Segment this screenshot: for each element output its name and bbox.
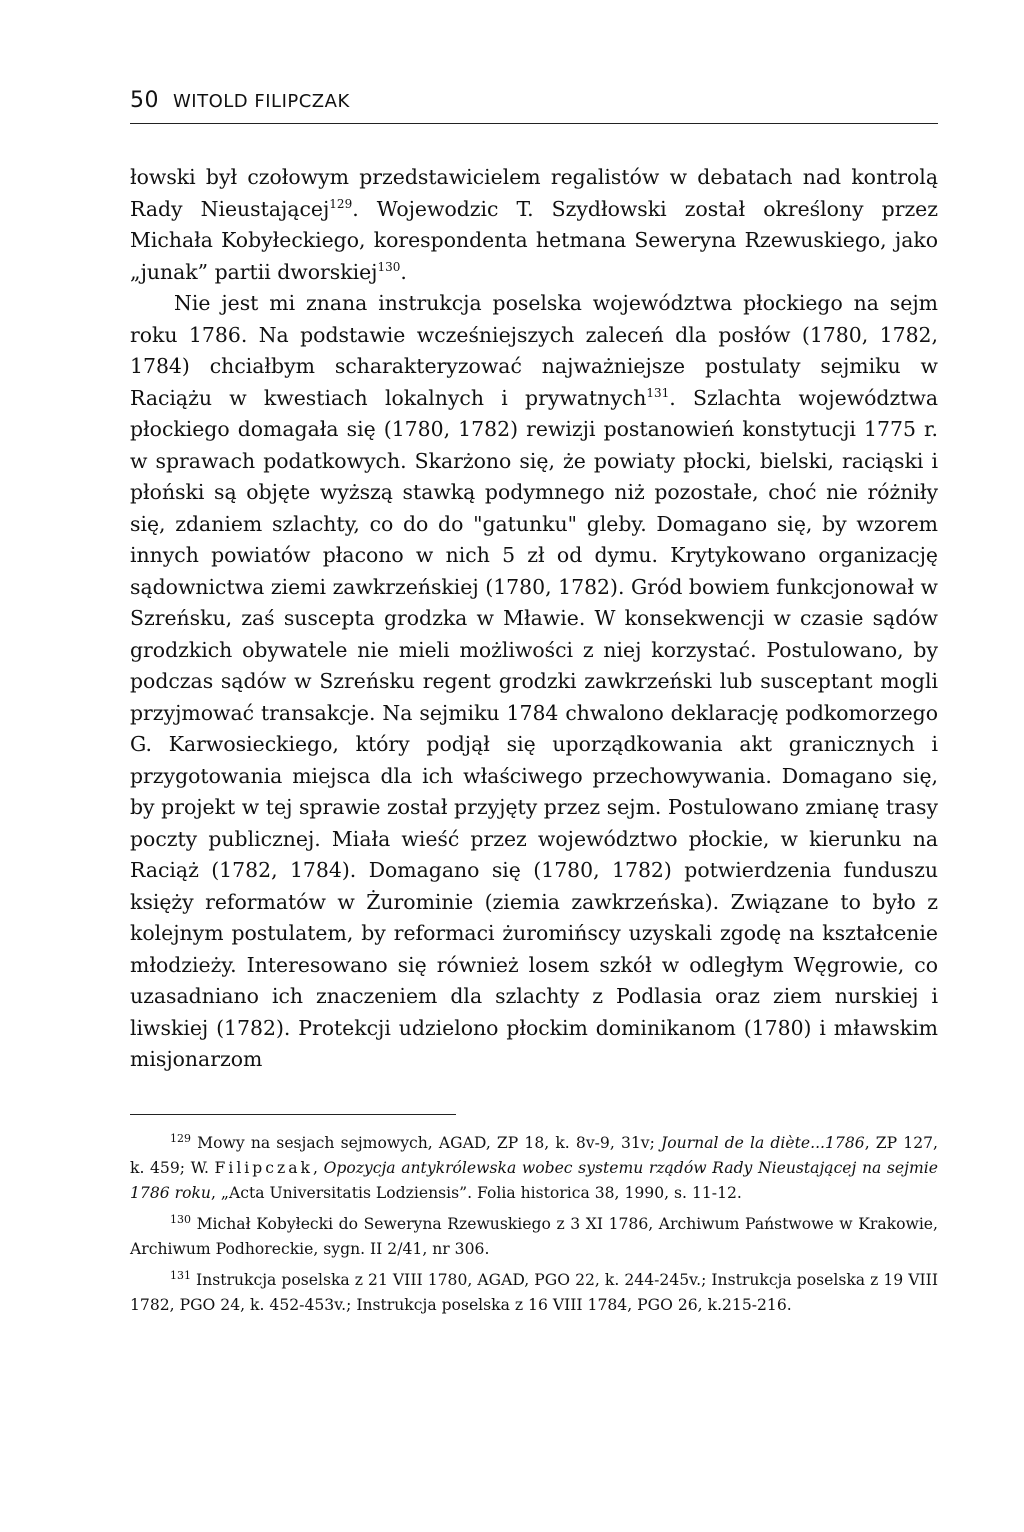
text-run: . Szlachta województwa płockiego domagała się (1780, 1782) rewizji postanowień konstytucji 1775 r. w sprawach podatkowych. Skarżono się, że powiaty płocki, bielski, raciąski i płoński są objęte wyższą stawką podymnego niż pozostałe, choć nie różniły się, zdaniem szlachty, co do do "gatunku" gleby. Domagano się, by wzorem innych powiatów płacono w nich 5 zł od dymu. Krytykowano organizację sądownictwa ziemi zawkrzeńskiej (1780, 1782). Gród bowiem funkcjonował w Szreńsku, zaś suscepta grodzka w Mławie. W konsekwencji w czasie sądów grodzkich obywatele nie mieli możliwości z niej korzystać. Postulowano, by podczas sądów w Szreńsku regent grodzki zawkrzeński lub susceptant mogli przyjmować transakcje. Na sejmiku 1784 chwalono deklarację podkomorzego G. Karwosieckiego, który podjął się uporządkowania akt granicznych i przygotowania miejsca dla ich właściwego przechowywania. Domagano się, by projekt w tej sprawie został przyjęty przez sejm. Postulowano zmianę trasy poczty publicznej. Miała wieść przez województwo płockie, w kierunku na Raciąż (1782, 1784). Domagano się (1780, 1782) potwierdzenia funduszu księży reformatów w Żurominie (ziemia zawkrzeńska). Związane to było z kolejnym postulatem, by reformaci żuromińscy uzyskali zgodę na kształcenie młodzieży. Interesowano się również losem szkół w odległym Węgrowie, co uzasadniano ich znaczeniem dla szlachty z Podlasia oraz ziem nurskiej i liwskiej (1782). Protekcji udzielono płockim dominikanom (1780) i mławskim misjonarzom xyxy=(130,385,939,1071)
italic-title: Journal de la diète...1786 xyxy=(661,1133,865,1152)
footnote-number: 130 xyxy=(170,1212,191,1226)
text-run: Mowy na sesjach sejmowych, AGAD, ZP 18, k. 8v-9, 31v; xyxy=(191,1133,662,1152)
text-run: Nie jest mi znana instrukcja poselska województwa płockiego na sejm roku 1786. Na podstawie wcześniejszych zaleceń dla posłów (1780, 1782, 1784) chciałbym scharakteryzować najważniejsze postulaty sejmiku w Raciążu w kwestiach lokalnych i prywatnych xyxy=(130,291,938,410)
footnote-131 xyxy=(130,1268,938,1318)
author-spaced: Filipczak xyxy=(214,1158,313,1177)
text-run: , ZP 127, k. 459; W. xyxy=(130,1133,938,1177)
footnote-separator xyxy=(130,1114,456,1115)
footnote-number: 129 xyxy=(170,1131,191,1145)
text-run: , „Acta Universitatis Lodziensis”. Folia historica 38, 1990, s. 11-12. xyxy=(210,1183,742,1202)
page xyxy=(130,88,938,1324)
footnote-129 xyxy=(130,1131,938,1206)
text-run: , xyxy=(312,1158,324,1177)
footnotes xyxy=(130,1131,938,1318)
footnote-130 xyxy=(130,1212,938,1262)
footnote-ref-130[interactable]: 130 xyxy=(377,259,401,274)
page-number: 50 xyxy=(130,88,159,113)
text-run: Michał Kobyłecki do Seweryna Rzewuskiego z 3 XI 1786, Archiwum Państwowe w Krakowie, Archiwum Podhoreckie, sygn. II 2/41, nr 306. xyxy=(130,1214,938,1258)
footnote-number: 131 xyxy=(170,1268,191,1282)
footnote-ref-131[interactable]: 131 xyxy=(646,385,670,400)
footnote-ref-129[interactable]: 129 xyxy=(329,196,353,211)
running-head-author: WITOLD FILIPCZAK xyxy=(173,91,350,112)
running-head xyxy=(130,88,938,124)
text-run: . Wojewodzic T. Szydłowski został określony przez Michała Kobyłeckiego, korespondenta hetmana Seweryna Rzewuskiego, jako „junak” partii dworskiej xyxy=(130,196,938,284)
text-run: . xyxy=(400,259,407,284)
text-run: Instrukcja poselska z 21 VIII 1780, AGAD, PGO 22, k. 244-245v.; Instrukcja poselska z 19 VIII 1782, PGO 24, k. 452-453v.; Instrukcja poselska z 16 VIII 1784, PGO 26, k.215-216. xyxy=(130,1270,938,1314)
paragraph-2 xyxy=(130,288,938,1076)
text-run: łowski był czołowym przedstawicielem regalistów w debatach nad kontrolą Rady Nieustającej xyxy=(130,165,938,221)
main-text xyxy=(130,162,938,1076)
paragraph-1 xyxy=(130,162,938,288)
italic-title: Opozycja antykrólewska wobec systemu rządów Rady Nieustającej na sejmie 1786 roku xyxy=(130,1158,938,1202)
